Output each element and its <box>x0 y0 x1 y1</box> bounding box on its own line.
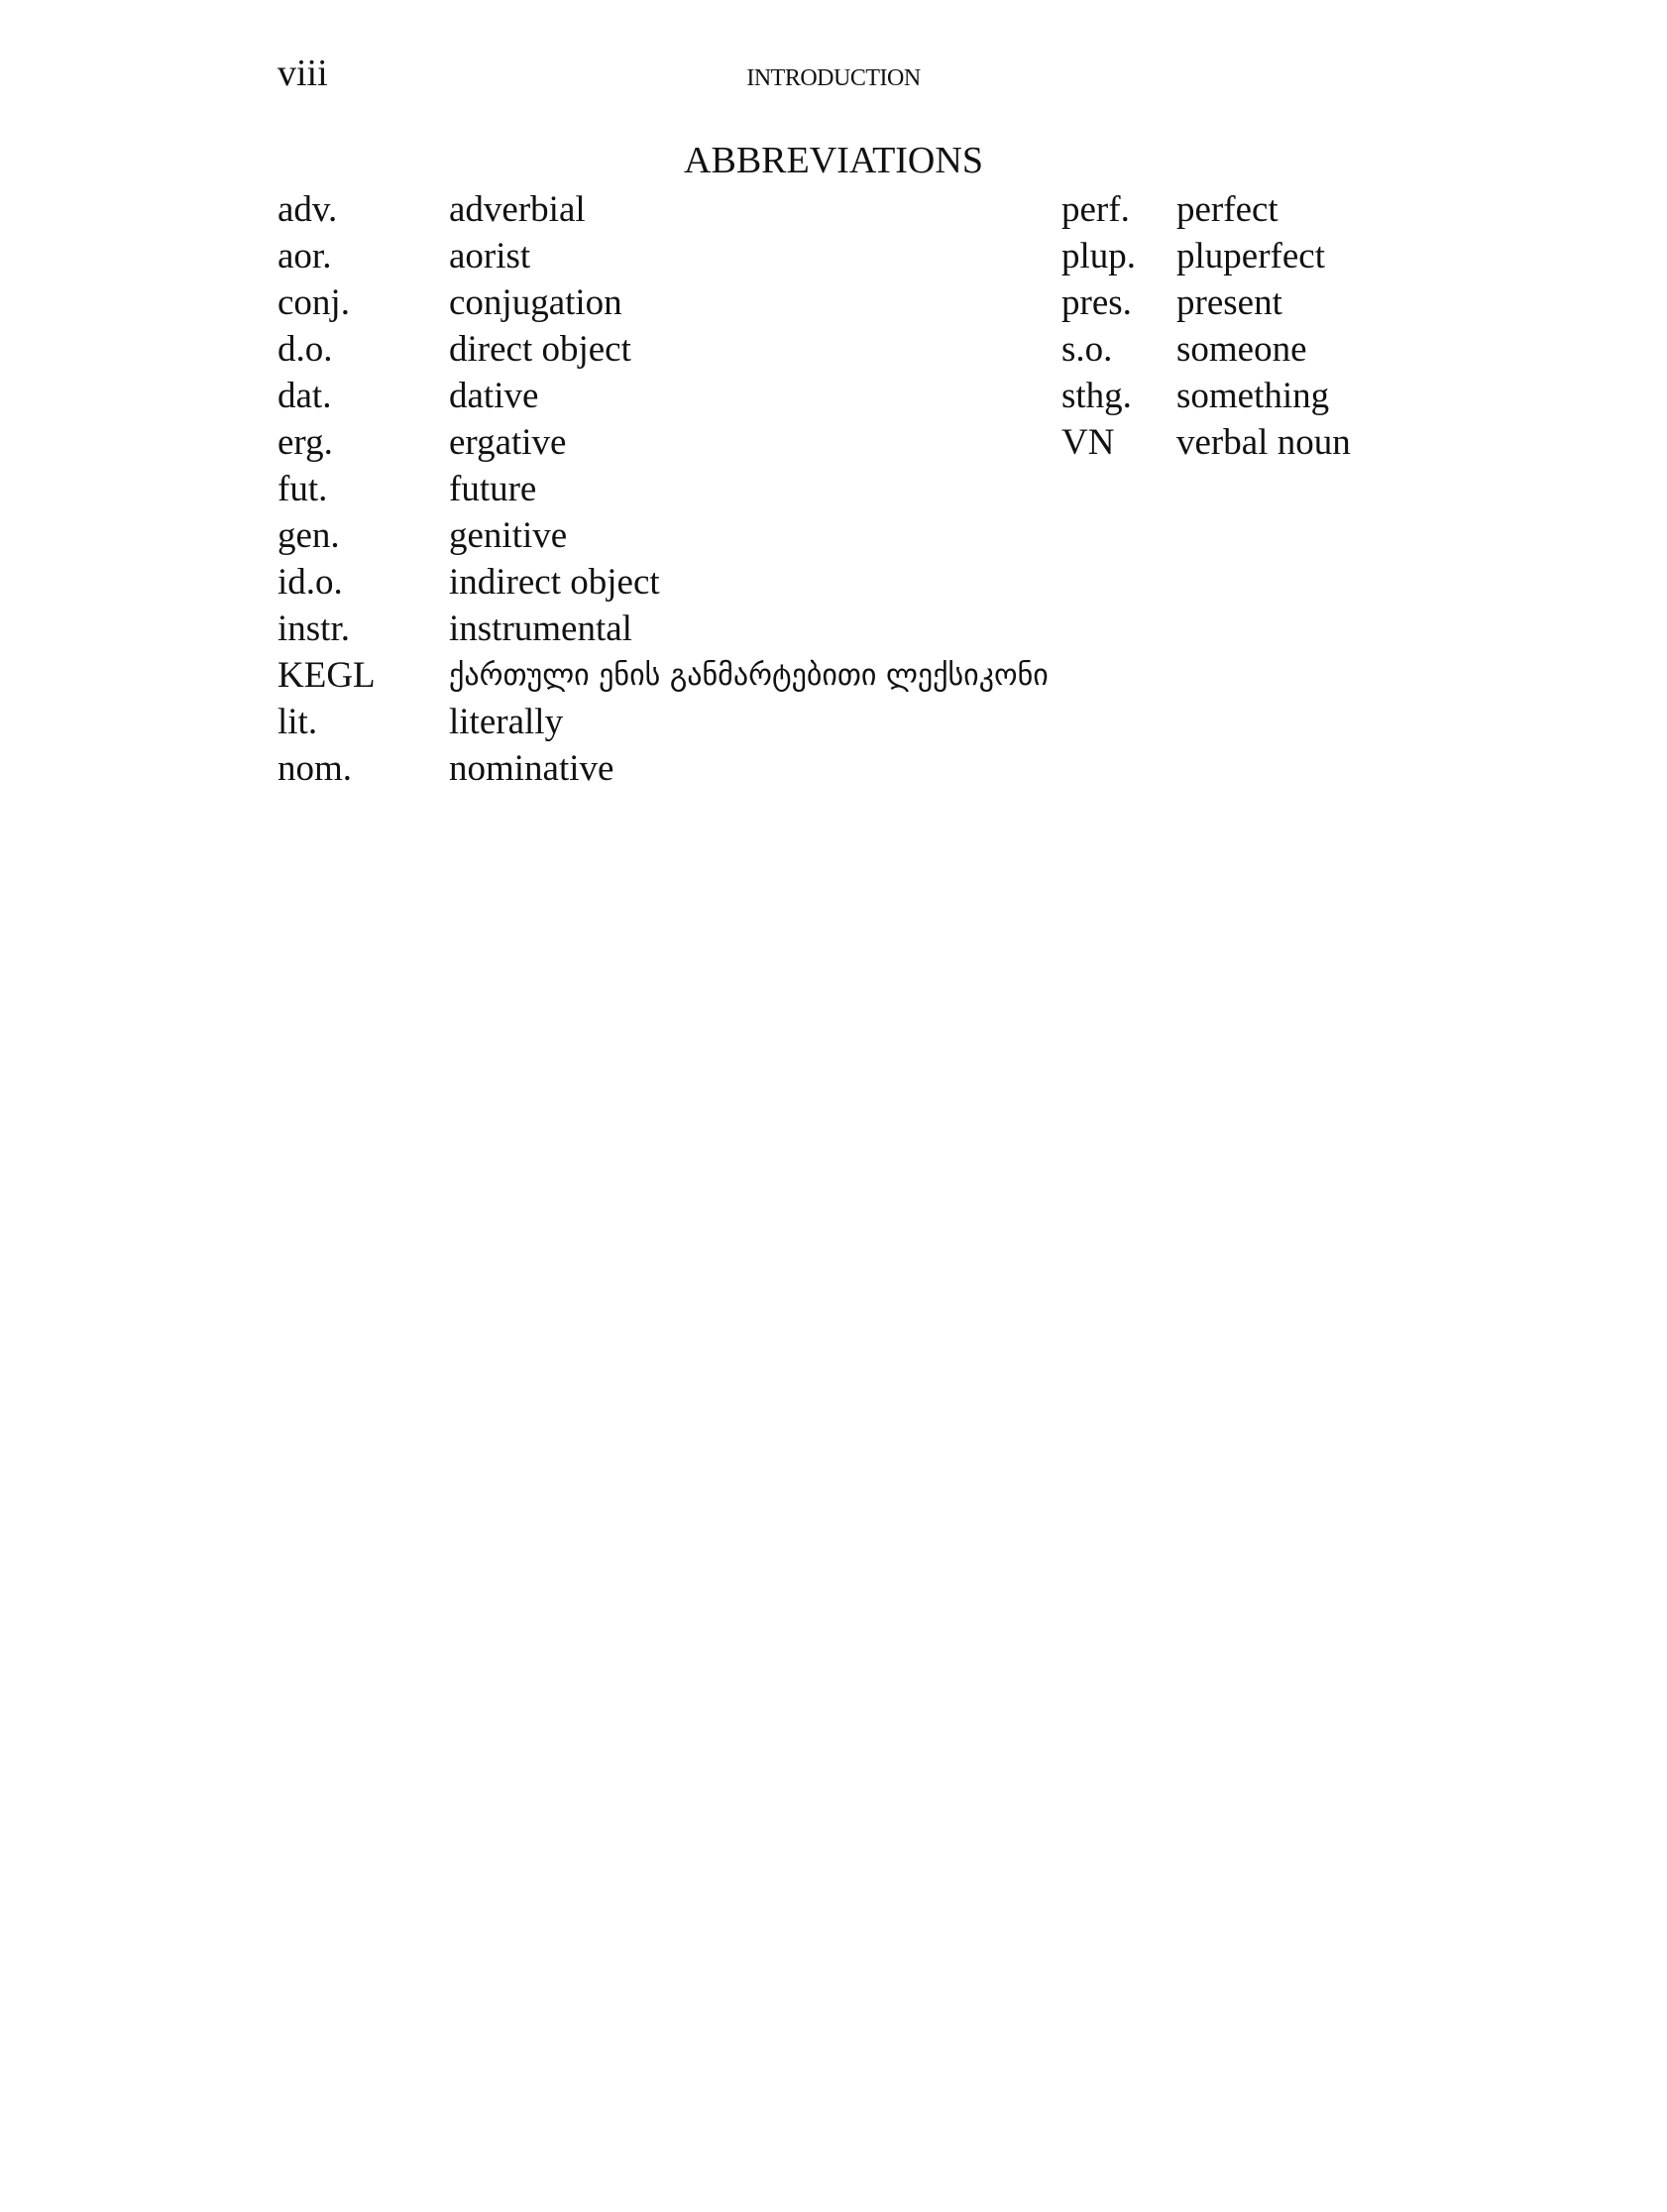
definition: dative <box>449 376 539 416</box>
abbreviation: fut. <box>278 469 328 509</box>
definition: something <box>1176 376 1330 416</box>
section-title: ABBREVIATIONS <box>684 140 983 181</box>
definition: instrumental <box>449 608 632 649</box>
definition: adverbial <box>449 189 586 230</box>
definition: indirect object <box>449 562 660 603</box>
abbreviation: dat. <box>278 376 332 416</box>
definition: direct object <box>449 329 631 370</box>
abbreviation: instr. <box>278 608 350 649</box>
definition: future <box>449 469 537 509</box>
abbreviation: erg. <box>278 422 333 463</box>
abbreviation: plup. <box>1061 236 1137 276</box>
abbreviation: d.o. <box>278 329 333 370</box>
definition: conjugation <box>449 282 622 323</box>
definition: present <box>1176 282 1282 323</box>
abbreviation: aor. <box>278 236 332 276</box>
definition: literally <box>449 702 564 742</box>
abbreviation: pres. <box>1061 282 1132 323</box>
abbreviation: nom. <box>278 748 353 789</box>
definition-georgian: ქართული ენის განმარტებითი ლექსიკონი <box>449 658 1049 693</box>
page-number: viii <box>278 53 328 94</box>
abbreviation: KEGL <box>278 655 376 696</box>
abbreviation: sthg. <box>1061 376 1132 416</box>
abbreviation: lit. <box>278 702 318 742</box>
running-head: INTRODUCTION <box>746 65 921 91</box>
abbreviation: id.o. <box>278 562 343 603</box>
definition: verbal noun <box>1176 422 1351 463</box>
definition: pluperfect <box>1176 236 1325 276</box>
abbreviation: VN <box>1061 422 1115 463</box>
definition: ergative <box>449 422 567 463</box>
definition: someone <box>1176 329 1307 370</box>
definition: genitive <box>449 515 568 556</box>
abbreviation: perf. <box>1061 189 1130 230</box>
definition: nominative <box>449 748 614 789</box>
abbreviation: adv. <box>278 189 338 230</box>
abbreviation: conj. <box>278 282 350 323</box>
definition: perfect <box>1176 189 1278 230</box>
abbreviation: gen. <box>278 515 340 556</box>
abbreviation: s.o. <box>1061 329 1113 370</box>
definition: aorist <box>449 236 531 276</box>
